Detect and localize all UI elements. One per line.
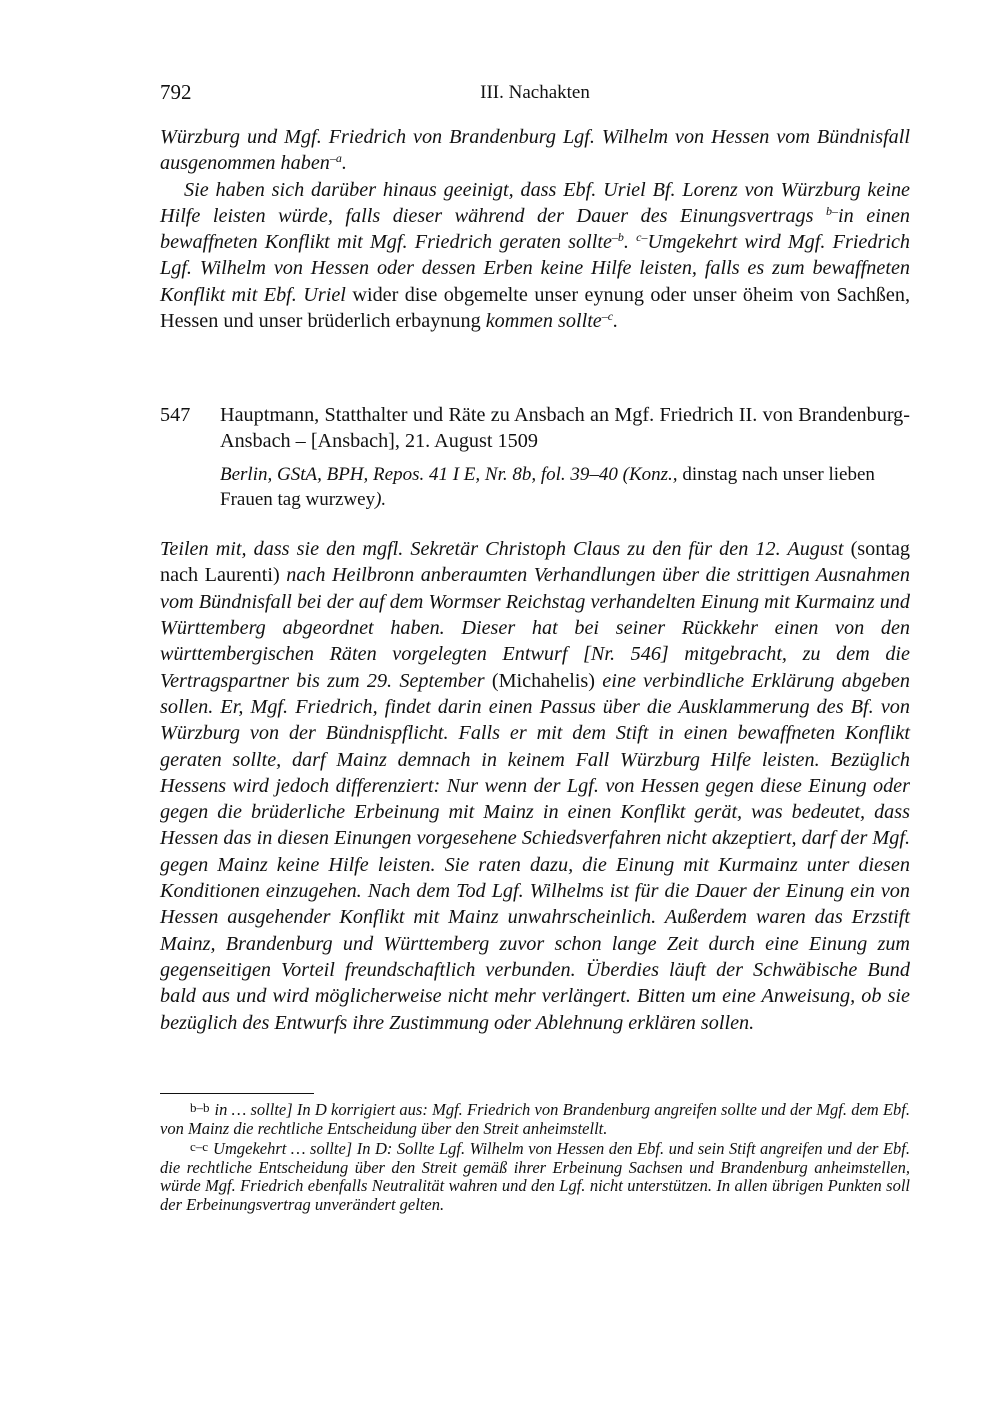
entry-source: Berlin, GStA, BPH, Repos. 41 I E, Nr. 8b, fol. 39–40 (Konz., dinstag nach unser lieben Frauen tag wurzwey). [220,464,875,510]
continued-text [160,124,910,334]
footnote-divider [160,1093,314,1094]
footnote: b–b in … sollte] In D korrigiert aus: Mgf. Friedrich von Brandenburg angreifen sollte und der Mgf. dem Ebf. von Mainz die rechtliche Entscheidung über den Streit anheimstellt. [160,1100,910,1138]
document-entry [160,402,910,512]
footnote-marker: b– [826,203,839,218]
entry-title: Hauptmann, Statthalter und Räte zu Ansbach an Mgf. Friedrich II. von Brandenburg-Ansbach – [Ansbach], 21. August 1509 [220,404,910,452]
page-number: 792 [160,80,192,104]
footnote-marker: –b [611,230,624,245]
footnote-marker: –a [329,151,342,166]
regest-text [160,516,910,1056]
running-head: III. Nachakten [480,82,590,103]
footnote-label: c–c [190,1139,209,1155]
page-header [160,80,910,106]
footnotes [160,1099,910,1215]
paragraph: Würzburg und Mgf. Friedrich von Brandenburg Lgf. Wilhelm von Hessen vom Bündnisfall ausgenommen haben$^{-a}$. [160,126,910,175]
footnote-label: b–b [190,1100,210,1115]
footnote-marker: c– [636,230,648,245]
entry-number: 547 [160,404,191,426]
paragraph: Teilen mit, dass sie den mgfl. Sekretär Christoph Claus zu den für den 12. August (sontag nach Laurenti) nach Heilbronn anberaumten Verhandlungen über die strittigen Ausnahmen vom Bündnisfall bei der auf dem Wormser Reichstag verhandelten Einung mit Kurmainz und Württemberg abgeordnet haben. Dieser hat bei seiner Rückkehr einen von den württembergischen Räten vorgelegten Entwurf [Nr. 546] mitgebracht, zu dem die Vertragspartner bis zum 29. September (Michahelis) eine verbindliche Erklärung abgeben sollen. Er, Mgf. Friedrich, findet darin einen Passus über die Ausklammerung des Bf. von Würzburg von der Bündnispflicht. Falls er mit dem Stift in einen bewaffneten Konflikt geraten sollte, darf Mainz demnach in keinem Fall Würzburg Hilfe leisten. Bezüglich Hessens wird jedoch differenziert: Nur wenn der Lgf. von Hessen gegen diese Einung oder gegen die brüderliche Erbeinung mit Mainz in einen Konflikt gerät, was bedeutet, dass Hessen das in diesen Einungen vorgesehene Schiedsverfahren nicht akzeptiert, darf der Mgf. gegen Mainz keine Hilfe leisten. Sie raten dazu, die Einung mit Kurmainz unter diesen Konditionen einzugehen. Nach dem Tod Lgf. Wilhelms ist für die Dauer der Einung ein von Hessen ausgehender Konflikt mit Mainz unwahrscheinlich. Außerdem waren das Erzstift Mainz, Brandenburg und Württemberg zuvor schon lange Zeit durch eine Einung zum gegenseitigen Vorteil freundschaftlich verbunden. Überdies läuft der Schwäbische Bund bald aus und wird möglicherweise nicht mehr verlängert. Bitten um eine Anweisung, ob sie bezüglich des Entwurfs ihre Zustimmung oder Ablehnung erklären sollen. [160,538,910,1034]
footnote-marker: –c [601,309,614,324]
footnote: c–c Umgekehrt … sollte] In D: Sollte Lgf. Wilhelm von Hessen den Ebf. und sein Stift angreifen und der Ebf. die rechtliche Entscheidung über den Streit gemäß ihrer Erbeinung Sachsen und Brandenburg anheimstellen, würde Mgf. Friedrich ebenfalls Neutralität wahren und den Lgf. nicht unterstützen. In allen übrigen Punkten soll der Erbeinungsvertrag unverändert gelten. [160,1139,910,1214]
paragraph: Sie haben sich darüber hinaus geeinigt, dass Ebf. Uriel Bf. Lorenz von Würzburg keine Hilfe leisten würde, falls dieser während der Dauer des Einungsvertrags $^{b-}$in einen bewaffneten Konflikt mit Mgf. Friedrich geraten sollte$^{-b}$. $^{c-}$Umgekehrt wird Mgf. Friedrich Lgf. Wilhelm von Hessen oder dessen Erben keine Hilfe leisten, falls es zum bewaffneten Konflikt mit Ebf. Uriel wider dise obgemelte unser eynung oder unser öheim von Sachßen, Hessen und unser brüderlich erbaynung kommen sollte$^{-c}$. [160,178,910,333]
quoted-source-text: wider dise obgemelte unser eynung oder unser öheim von Sachßen, Hessen und unser brüderlich erbaynung [160,283,910,333]
